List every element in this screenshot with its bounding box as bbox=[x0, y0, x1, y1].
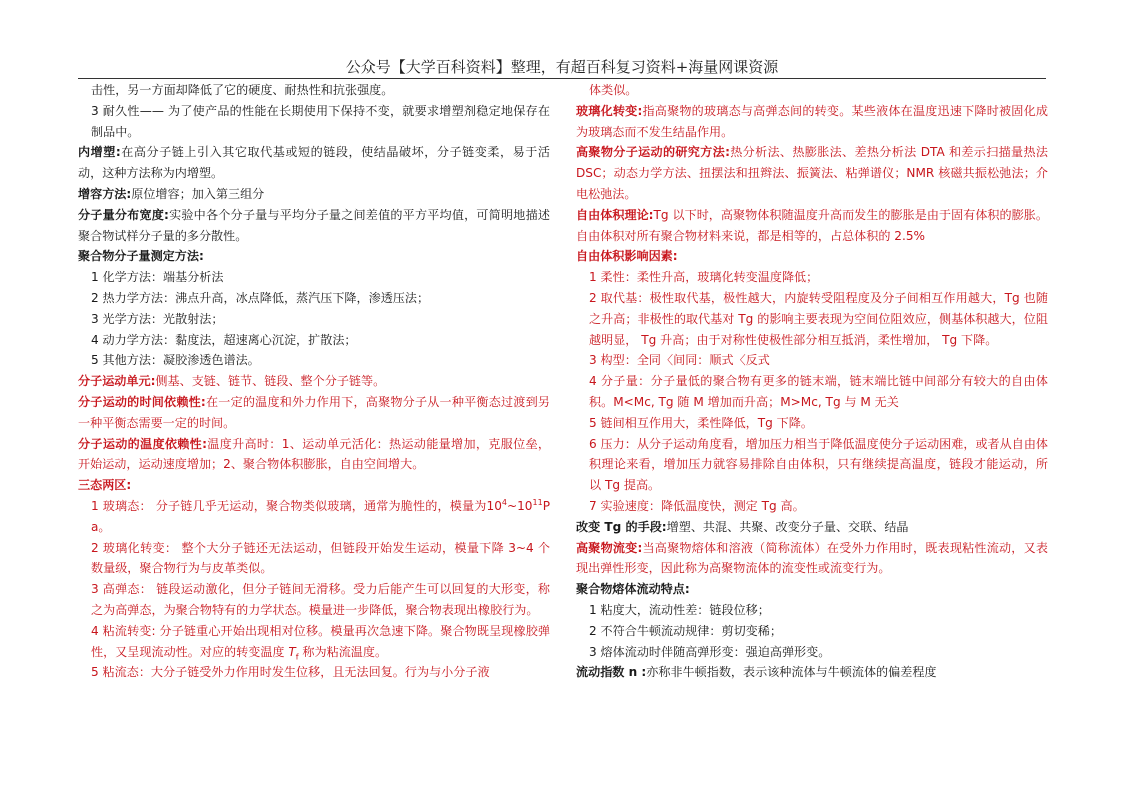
page-header: 公众号【大学百科资料】整理，有超百科复习资料+海量网课资源 bbox=[345, 58, 779, 76]
definition-text: 实验中各个分子量与平均分子量之间差值的平方平均值，可简明地描述聚合物试样分子量的多分散性。 bbox=[78, 207, 550, 243]
definition-glass-transition bbox=[576, 101, 1048, 143]
definition-research-methods bbox=[576, 142, 1048, 204]
list-item: 4 动力学方法：黏度法，超速离心沉淀，扩散法； bbox=[91, 332, 357, 347]
definition-text: 热分析法、热膨胀法、差热分析法 DTA 和差示扫描量热法 DSC；动态力学方法、扭摆法和扭辫法、振簧法、粘弹谱仪；NMR 核磁共振松弛法；介电松弛法。 bbox=[576, 145, 1048, 201]
definition-free-volume bbox=[576, 205, 1048, 247]
term: 流动指数 n : bbox=[576, 665, 647, 680]
term: 自由体积影响因素: bbox=[576, 249, 678, 264]
text-run: 10 bbox=[486, 498, 502, 513]
definition-text: 在高分子链上引入其它取代基或短的链段，使结晶破坏，分子链变柔，易于活动，这种方法称为内增塑。 bbox=[78, 145, 550, 181]
definition-text: 指高聚物的玻璃态与高弹态间的转变。某些液体在温度迅速下降时被固化成为玻璃态而不发生结晶作用。 bbox=[576, 103, 1048, 139]
text-run: ~10 bbox=[506, 498, 533, 513]
section-heading bbox=[576, 579, 1048, 600]
term: 高聚物分子运动的研究方法: bbox=[576, 145, 730, 160]
list-item bbox=[78, 496, 550, 538]
definition-compatibilization bbox=[78, 184, 550, 205]
superscript: 11 bbox=[532, 497, 543, 507]
text-run: Pa。 bbox=[91, 498, 550, 534]
list-item: 2 不符合牛顿流动规律：剪切变稀； bbox=[589, 623, 782, 638]
superscript: 4 bbox=[501, 497, 507, 507]
list-item: 1 柔性：柔性升高，玻璃化转变温度降低； bbox=[589, 270, 819, 285]
definition-flow-index bbox=[576, 662, 1048, 683]
paragraph: 击性，另一方面却降低了它的硬度、耐热性和抗张强度。 bbox=[91, 83, 394, 97]
text-run: 称为粘流温度。 bbox=[298, 644, 388, 659]
term: 三态两区: bbox=[78, 478, 132, 493]
paragraph: 3 耐久性—— 为了使产品的性能在长期使用下保持不变，就要求增塑剂稳定地保存在制品中。 bbox=[91, 103, 550, 139]
term: 分子运动的时间依赖性: bbox=[78, 394, 206, 409]
list-item: 3 高弹态： 链段运动激化，但分子链间无滑移。受力后能产生可以回复的大形变，称之为高弹态，为聚合物特有的力学状态。模量进一步降低，聚合物表现出橡胶行为。 bbox=[91, 582, 550, 617]
definition-internal-plasticization bbox=[78, 142, 550, 184]
list-item: 1 粘度大，流动性差：链段位移； bbox=[589, 602, 770, 617]
list-item: 3 构型：全同〈间同：顺式〈反式 bbox=[589, 353, 770, 368]
term: 聚合物分子量测定方法: bbox=[78, 249, 204, 264]
definition-text: 温度升高时：1、运动单元活化：热运动能量增加，克服位垒，开始运动，运动速度增加；2、聚合物体积膨胀，自由空间增大。 bbox=[78, 436, 550, 472]
list-item: 3 光学方法：光散射法； bbox=[91, 311, 224, 326]
term: 玻璃化转变: bbox=[576, 103, 643, 118]
term: 聚合物熔体流动特点: bbox=[576, 582, 690, 597]
section-heading bbox=[78, 246, 550, 267]
definition-text: 在一定的温度和外力作用下，高聚物分子从一种平衡态过渡到另一种平衡态需要一定的时间。 bbox=[78, 394, 550, 430]
term: 内增塑: bbox=[78, 145, 121, 160]
text-run: 4 粘流转变: 分子链重心开始出现相对位移。模量再次急速下降。聚合物既呈现橡胶弹性，又呈现流动性。对应的转变温度 bbox=[91, 623, 550, 659]
definition-text: 当高聚物熔体和溶液（简称流体）在受外力作用时，既表现粘性流动，又表现出弹性形变，因此称为高聚物流体的流变性或流变行为。 bbox=[576, 540, 1048, 576]
list-item: 2 玻璃化转变： 整个大分子链还无法运动，但链段开始发生运动，模量下降 3~4 个数量级，聚合物行为与皮革类似。 bbox=[91, 540, 550, 576]
definition-motion-unit bbox=[78, 371, 550, 392]
definition-text: Tg 以下时，高聚物体积随温度升高而发生的膨胀是由于固有体积的膨胀。自由体积对所有聚合物材料来说，都是相等的，占总体积的 2.5% bbox=[576, 207, 1048, 243]
definition-text: 侧基、支链、链节、链段、整个分子链等。 bbox=[155, 374, 386, 389]
definition-text: 增塑、共混、共聚、改变分子量、交联、结晶 bbox=[666, 519, 909, 534]
list-item: 7 实验速度：降低温度快，测定 Tg 高。 bbox=[589, 498, 805, 513]
list-item: 5 其他方法：凝胶渗透色谱法。 bbox=[91, 353, 260, 368]
term: 分子量分布宽度: bbox=[78, 207, 169, 222]
list-item: 3 熔体流动时伴随高弹形变：强迫高弹形变。 bbox=[589, 644, 831, 659]
list-item: 4 分子量：分子量低的聚合物有更多的链末端，链末端比链中间部分有较大的自由体积。M<Mc, Tg 随 M 增加而升高；M>Mc, Tg 与 M 无关 bbox=[589, 374, 1048, 409]
term: 自由体积理论: bbox=[576, 207, 654, 222]
term: 高聚物流变: bbox=[576, 540, 643, 555]
section-heading bbox=[78, 475, 550, 496]
list-item bbox=[78, 621, 550, 663]
definition-temperature-dependence bbox=[78, 434, 550, 476]
section-heading bbox=[576, 246, 1048, 267]
paragraph: 体类似。 bbox=[589, 83, 638, 97]
right-column bbox=[576, 80, 1048, 683]
text-run: 1 玻璃态： 分子链几乎无运动，聚合物类似玻璃，通常为脆性的，模量为 bbox=[91, 498, 487, 513]
list-item: 2 热力学方法：沸点升高，冰点降低，蒸汽压下降，渗透压法； bbox=[91, 290, 430, 305]
list-item: 5 粘流态：大分子链受外力作用时发生位移，且无法回复。行为与小分子液 bbox=[91, 665, 490, 680]
list-item: 2 取代基：极性取代基，极性越大，内旋转受阻程度及分子间相互作用越大，Tg 也随之升高；非极性的取代基对 Tg 的影响主要表现为空间位阻效应，侧基体积越大，位阻越明显， Tg 升高；由于对称性使极性部分相互抵消，柔性增加， Tg 下降。 bbox=[589, 290, 1048, 347]
text-run: T bbox=[288, 644, 296, 659]
definition-mw-distribution bbox=[78, 205, 550, 247]
list-item: 5 链间相互作用大，柔性降低，Tg 下降。 bbox=[589, 415, 813, 430]
definition-change-tg bbox=[576, 517, 1048, 538]
definition-rheology bbox=[576, 538, 1048, 580]
term: 增容方法: bbox=[78, 186, 132, 201]
definition-time-dependence bbox=[78, 392, 550, 434]
left-column bbox=[78, 80, 550, 683]
subscript: f bbox=[295, 651, 299, 661]
header-divider bbox=[78, 78, 1046, 79]
term: 分子运动的温度依赖性: bbox=[78, 436, 207, 451]
term: 分子运动单元: bbox=[78, 374, 156, 389]
definition-text: 原位增容；加入第三组分 bbox=[131, 186, 265, 201]
list-item: 6 压力：从分子运动角度看，增加压力相当于降低温度使分子运动困难，或者从自由体积理论来看，增加压力就容易排除自由体积，只有继续提高温度，链段才能运动，所以 Tg 提高。 bbox=[589, 436, 1049, 493]
term: 改变 Tg 的手段: bbox=[576, 519, 667, 534]
definition-text: 亦称非牛顿指数，表示该种流体与牛顿流体的偏差程度 bbox=[646, 665, 937, 680]
list-item: 1 化学方法：端基分析法 bbox=[91, 270, 224, 285]
